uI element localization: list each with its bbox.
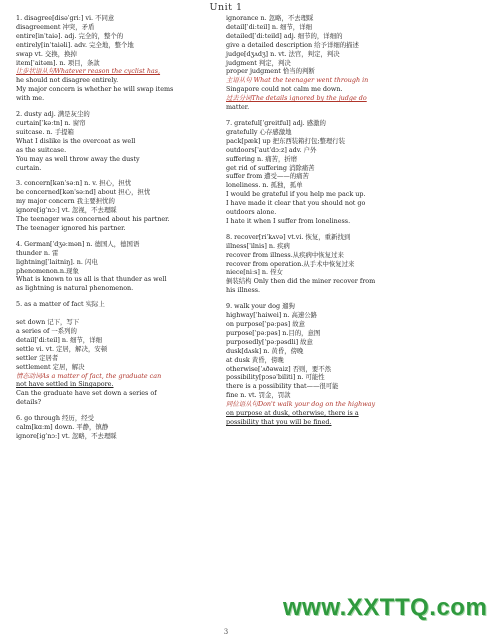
- text-line: I hate it when I suffer from loneliness.: [226, 216, 351, 225]
- text-line: set down 记下，写下: [16, 318, 80, 327]
- text-line: [16, 309, 221, 318]
- text-line: Singapore could not calm me down.: [226, 85, 343, 94]
- text-line: settlement 定居，解决: [16, 362, 85, 371]
- text-line: proper judgment 恰当的判断: [226, 67, 315, 76]
- text-line: item[ˈaitəm]. n. 项目，条款: [16, 58, 100, 67]
- entry-3: [16, 179, 221, 232]
- text-line: fine n. vt. 罚金，罚款: [226, 391, 291, 400]
- text-line: 8. recover[riˈkʌvə] vt.vi. 恢复，重新找到: [226, 232, 351, 241]
- text-line: illness[ˈilnis] n. 疾病: [226, 241, 290, 250]
- watermark-logo: www.XXTTQ.com: [283, 594, 487, 621]
- text-line: purposedly[ˈpəːpəsdli] 故意: [226, 337, 313, 346]
- text-line: What I dislike is the overcoat as well: [16, 136, 136, 145]
- text-line: entire[inˈtaiə]. adj. 完全的，整个的: [16, 31, 124, 40]
- entry-6: [16, 414, 221, 441]
- text-line: outdoors[ˈautˈdɔːz] adv. 户外: [226, 145, 317, 154]
- text-line: I have made it clear that you should not go: [226, 199, 366, 208]
- page-number: 3: [223, 628, 229, 636]
- text-line: detail[ˈdiːteil] n. 细节，详细: [16, 335, 102, 344]
- text-line: lightning[ˈlaitniŋ]. n. 闪电: [16, 257, 98, 266]
- entry-9: [226, 302, 444, 427]
- text-line: My major concern is whether he will swap items: [16, 85, 174, 94]
- text-line: You may as well throw away the dusty: [16, 154, 140, 163]
- text-line: What is known to us all is that thunder as well: [16, 275, 167, 284]
- text-line: swap vt. 交换，换掉: [16, 49, 77, 58]
- text-line: highway[ˈhaiwei] n. 高速公路: [226, 311, 318, 320]
- text-line: 7. grateful[ˈgreitful] adj. 感激的: [226, 118, 326, 127]
- text-line: on purpose[ˈpəːpəs] 故意: [226, 320, 305, 328]
- text-line: detail[ˈdiːteil] n. 细节，详细: [226, 22, 312, 31]
- text-line: get rid of suffering 消除痛苦: [226, 163, 315, 172]
- text-line: 5. as a matter of fact 实际上: [16, 300, 105, 309]
- text-line: suffer from 遭受——的痛苦: [226, 172, 309, 181]
- text-line: settler 定居者: [16, 353, 59, 362]
- text-line: be concerned[kənˈsəːnd] about 担心，担忧: [16, 188, 151, 197]
- entry-8: [226, 233, 444, 295]
- text-line: as lightning is natural phenomenon.: [16, 284, 134, 293]
- text-line: 情态动词As a matter of fact, the graduate can: [16, 371, 162, 380]
- text-line: 让步状语从句Whatever reason the cyclist has,: [16, 67, 161, 76]
- text-line: ignore[igˈnɔː] vt. 忽略，不去理睬: [16, 431, 117, 440]
- text-line: his illness.: [226, 286, 261, 295]
- text-line: possibility that you will be fined.: [226, 417, 332, 426]
- text-line: details?: [16, 398, 42, 407]
- text-line: 同位语从句Don't walk your dog on the highway: [226, 400, 376, 409]
- text-line: 主语从句 What the teenager went through in: [226, 76, 369, 85]
- text-line: niece[niːs] n. 侄女: [226, 268, 283, 277]
- text-line: gratefully 心存感激地: [226, 127, 292, 136]
- text-line: recover from operation.从手术中恢复过来: [226, 259, 355, 268]
- text-line: on purpose at dusk, otherwise, there is a: [226, 409, 359, 418]
- text-line: 2. dusty adj. 满是灰尘的: [16, 110, 90, 119]
- text-line: loneliness. n. 孤独，孤单: [226, 181, 303, 190]
- text-line: 过去分词The details ignored by the judge do: [226, 94, 367, 103]
- page-title: Unit 1: [209, 2, 243, 13]
- entry-4: [16, 240, 221, 293]
- entry-5: [16, 300, 221, 407]
- text-line: calm[kɑːm] down. 平静，镇静: [16, 423, 109, 432]
- text-line: 9. walk your dog 遛狗: [226, 302, 295, 311]
- text-line: a series of 一系列的: [16, 327, 77, 335]
- text-line: ignore[igˈnɔː] vt. 忽视，不去理睬: [16, 206, 117, 215]
- text-line: 4. German[ˈdʒəːmən] n. 德国人，德国语: [16, 239, 140, 248]
- text-line: curtain.: [16, 163, 42, 172]
- text-line: pack[pæk] up 把东西装箱打包;整理行装: [226, 136, 346, 145]
- text-line: judgment 判定，判决: [226, 58, 291, 67]
- text-line: purpose[ˈpəːpəs] n.目的，意图: [226, 328, 321, 337]
- text-line: 1. disagree[disəˈgriː] vi. 不同意: [16, 14, 115, 22]
- text-line: detailed[ˈdiːteild] adj. 细节的，详细的: [226, 31, 343, 40]
- text-line: he should not disagree entirely.: [16, 76, 119, 85]
- right-column: [226, 14, 444, 434]
- entry-6-cont: [226, 14, 444, 112]
- text-line: suitcase. n. 手提箱: [16, 127, 74, 136]
- entry-7: [226, 119, 444, 226]
- text-line: give a detailed description 给予详细的描述: [226, 40, 359, 49]
- left-column: [16, 14, 221, 448]
- entry-1: [16, 14, 221, 103]
- text-line: phenomenon.n.现象: [16, 266, 79, 275]
- text-line: entirely[inˈtaiəli]. adv. 完全地，整个地: [16, 40, 134, 49]
- text-line: at dusk 黄昏，傍晚: [226, 355, 284, 364]
- text-line: otherwise[ˈʌðəwaiz] 否则，要不然: [226, 364, 331, 373]
- text-line: The teenager was concerned about his partner.: [16, 215, 170, 224]
- text-line: recover from illness.从疾病中恢复过来: [226, 250, 344, 259]
- text-line: Can the graduate have set down a series of: [16, 389, 157, 398]
- text-line: thunder n. 雷: [16, 248, 59, 257]
- text-line: 3. concern[kənˈsəːn] n. v. 担心，担忧: [16, 179, 132, 188]
- text-line: not have settled in Singapore.: [16, 380, 114, 389]
- text-line: curtain[ˈkəːtn] n. 窗帘: [16, 118, 86, 127]
- text-line: outdoors alone.: [226, 208, 277, 217]
- text-line: with me.: [16, 94, 45, 103]
- text-line: suffering n. 痛苦，折磨: [226, 154, 298, 163]
- text-line: 6. go through 经历，经受: [16, 414, 94, 423]
- text-line: possibility[pɔsəˈbiliti] n. 可能性: [226, 373, 325, 382]
- text-line: judge[dʒʌdʒ] n. vt. 法官，判定，判决: [226, 49, 340, 58]
- text-line: 倒装结构 Only then did the miner recover from: [226, 277, 376, 286]
- text-line: my major concern 我主要担忧的: [16, 197, 115, 206]
- text-line: as the suitcase.: [16, 145, 67, 154]
- text-line: dusk[dʌsk] n. 黄昏，傍晚: [226, 346, 304, 355]
- text-line: there is a possibility that——很可能: [226, 382, 339, 391]
- text-line: ignorance n. 忽略，不去理睬: [226, 14, 314, 22]
- text-line: disagreement 冲突，矛盾: [16, 22, 95, 31]
- entry-2: [16, 110, 221, 172]
- text-line: matter.: [226, 103, 250, 112]
- text-line: I would be grateful if you help me pack up.: [226, 190, 366, 199]
- text-line: settle vi. vt. 定居，解决，安顿: [16, 344, 108, 353]
- text-line: The teenager ignored his partner.: [16, 223, 126, 232]
